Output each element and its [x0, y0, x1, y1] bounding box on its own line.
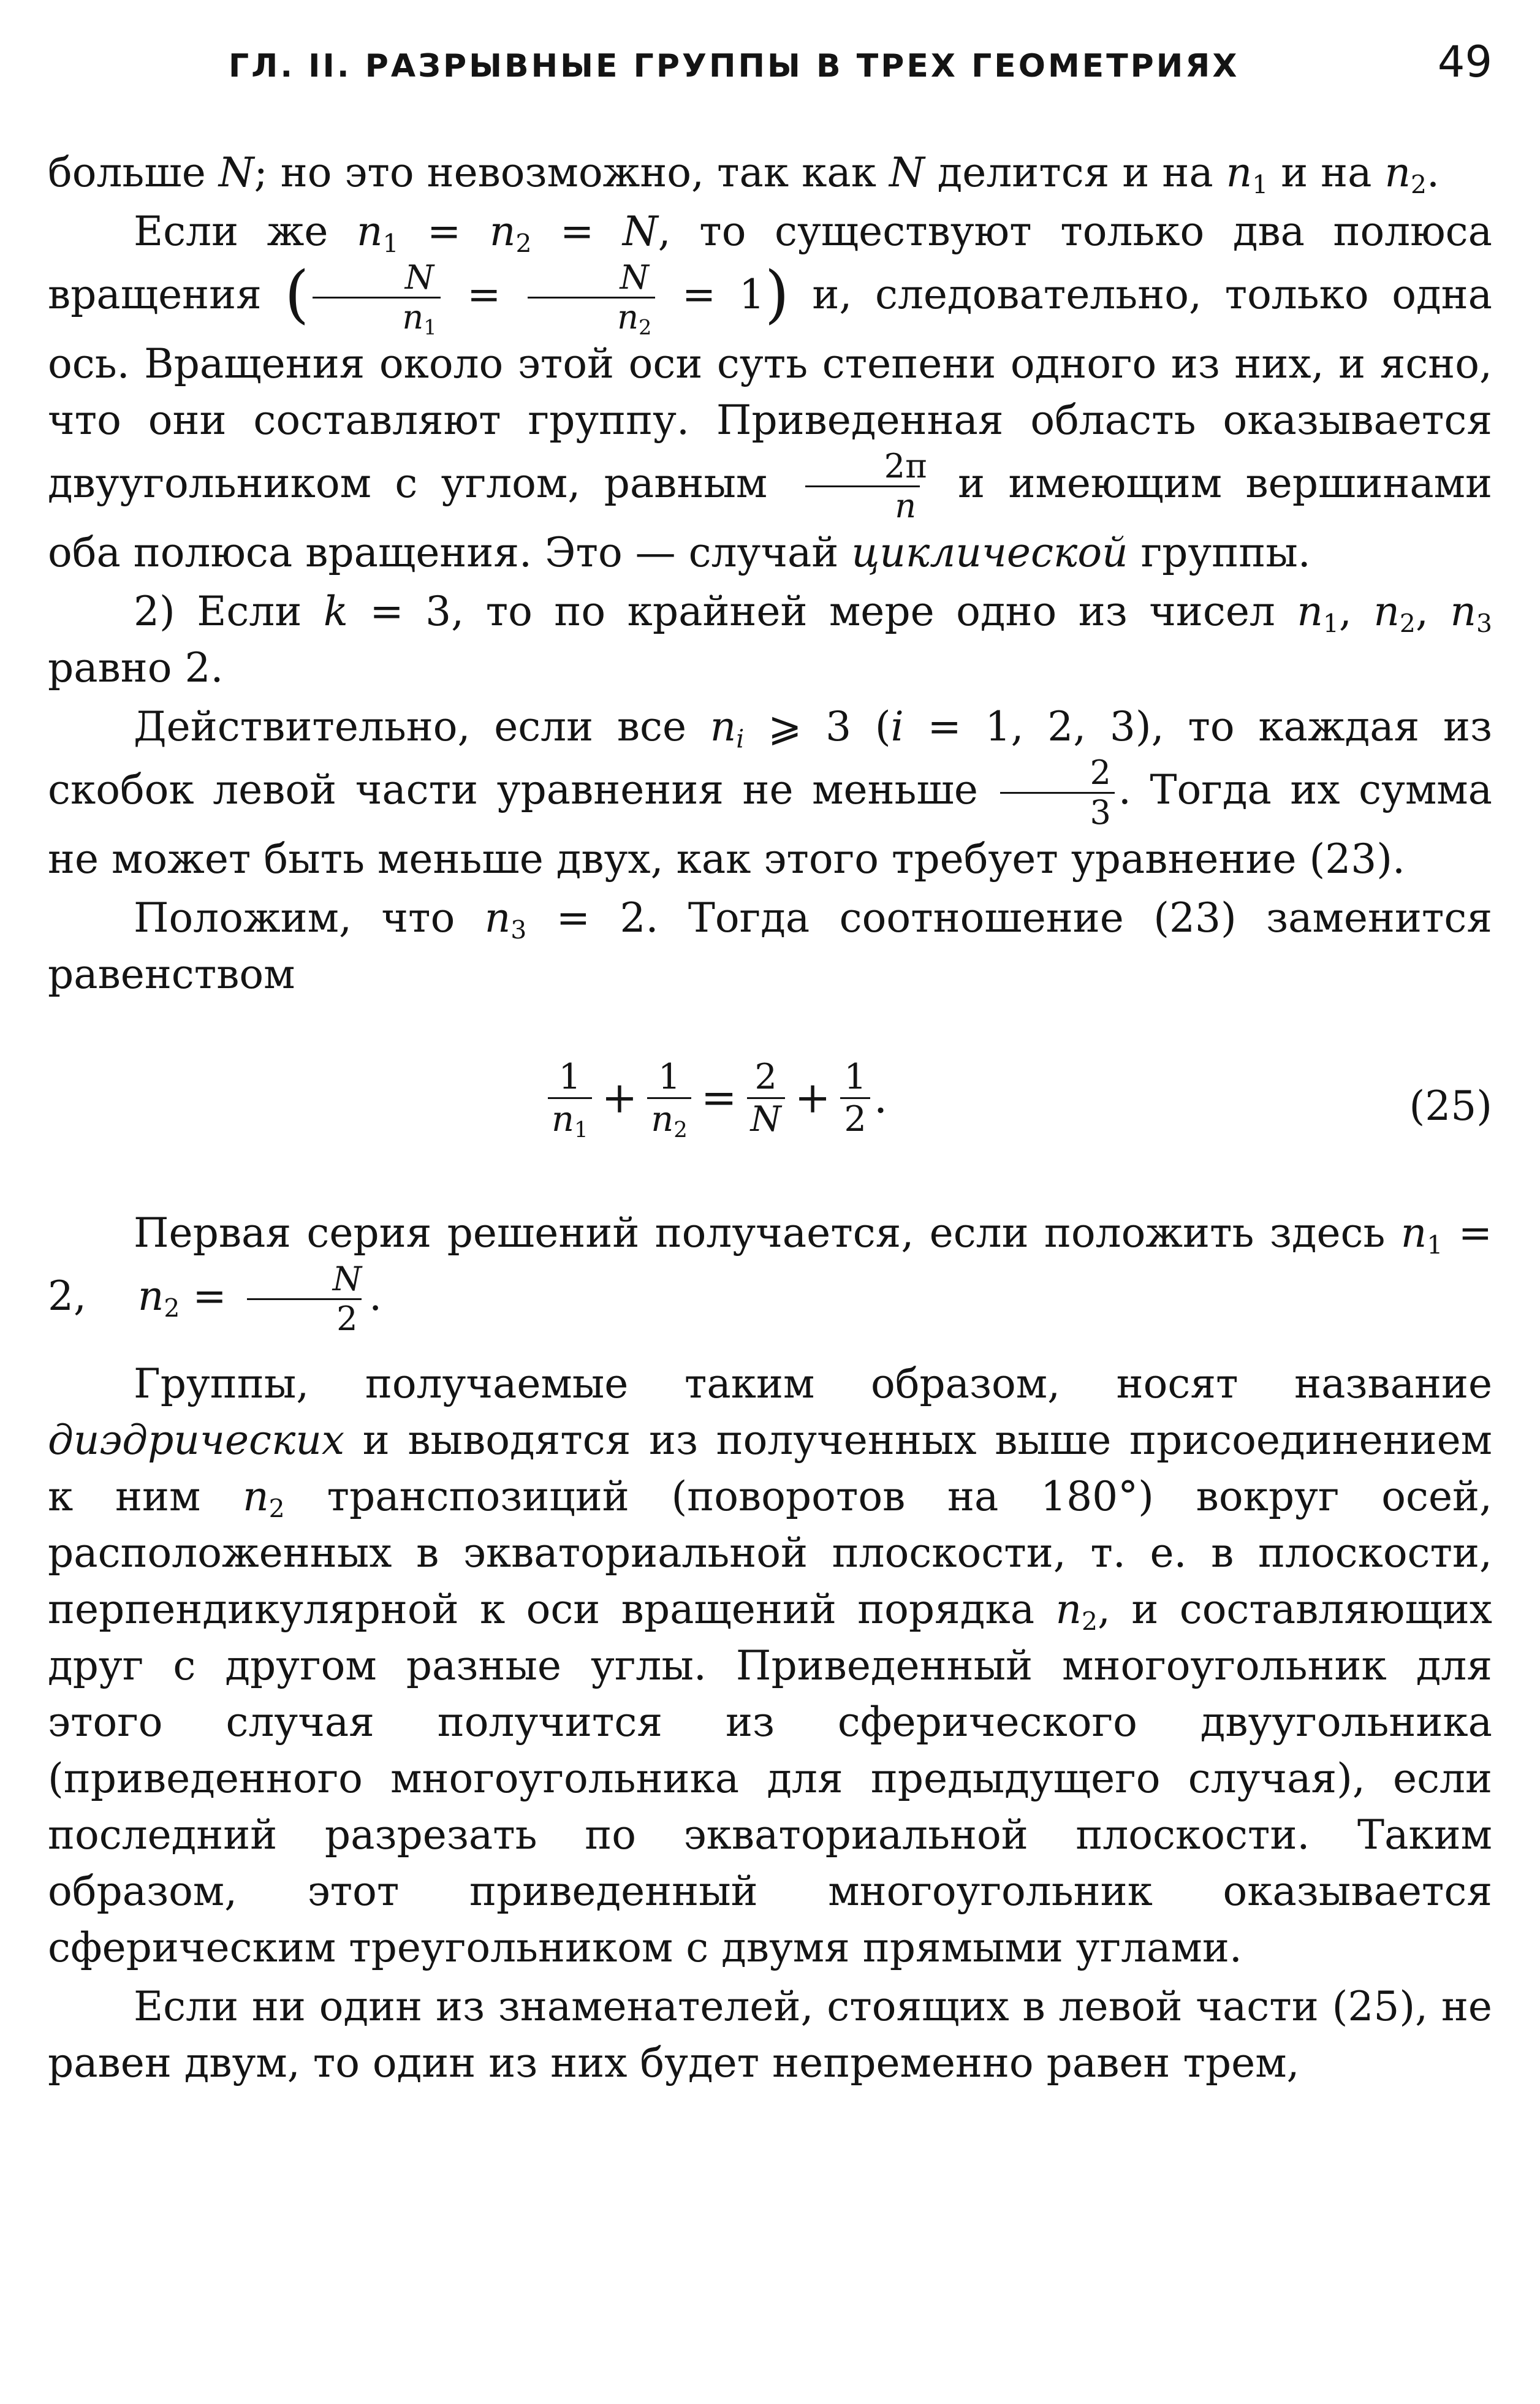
fraction-2-over-3: $\frac{2}{3}$ — [1000, 755, 1114, 831]
paragraph-5: Положим, что $n_3 = 2$. Тогда соотношение (23) заменится равенством — [48, 894, 1492, 998]
fraction-N-over-n2: $\frac{N}{n_2}$ — [528, 260, 655, 336]
fraction-N-over-n1: $\frac{N}{n_1}$ — [313, 260, 440, 336]
running-head: ГЛ. II. РАЗРЫВНЫЕ ГРУППЫ В ТРЕХ ГЕОМЕТРИЯХ — [229, 48, 1240, 85]
equation-25-formula: $\frac{1}{n_1}$ + $\frac{1}{n_2}$ = $\frac{2}{N}$ + $\frac{1}{2}$ . — [544, 1058, 887, 1138]
page-number: 49 — [1437, 37, 1492, 87]
emphasis-dihedral: диэдрических — [48, 1416, 345, 1464]
paragraph-3: 2) Если k = 3, то по крайней мере одно из чисел $n_1$, $n_2$, $n_3$ равно 2. — [48, 587, 1492, 691]
equation-25 — [48, 1027, 1492, 1181]
fraction-N-over-2: $\frac{N}{2}$ — [243, 1261, 365, 1337]
equation-number: (25) — [1409, 1082, 1492, 1130]
page-header — [48, 37, 1492, 104]
paragraph-1: больше N; но это невозможно, так как N делится и на $n_1$ и на $n_2$. — [48, 149, 1440, 200]
paragraph-6: Первая серия решений получается, если положить здесь $n_1 = 2$, $n_2$ = $\frac{N}{2}$ . — [48, 1209, 1493, 1339]
paragraph-2: Если же $n_1 = n_2 = N$, то существуют только два полюса вращения ( $\frac{N}{n_1}$ = $\frac{N}{n_2}$ = 1) и, следовательно, только одна ось. Вращения около этой оси суть степени одного из них, и ясно, что они составляют группу. Приведенная область оказывается двуугольником с углом, равным $\frac{2\pi}{n}$ и имеющим вершинами оба полюса вращения. Это — случай циклической группы. — [48, 208, 1492, 576]
fraction-2pi-over-n: $\frac{2\pi}{n}$ — [795, 449, 931, 525]
paragraph-8: Если ни один из знаменателей, стоящих в левой части (25), не равен двум, то один из них будет непременно равен трем, — [48, 1982, 1492, 2086]
emphasis-cyclic: циклической — [851, 528, 1128, 576]
paragraph-7: Группы, получаемые таким образом, носят название диэдрических и выводятся из полученных выше присоединением к ним $n_2$ транспозиций (поворотов на 180°) вокруг осей, расположенных в экваториальной плоскости, т. е. в плоскости, перпендикулярной к оси вращений порядка $n_2$, и составляющих друг с другом разные углы. Приведенный многоугольник для этого случая получится из сферического двуугольника (приведенного многоугольника для предыдущего случая), если последний разрезать по экваториальной плоскости. Таким образом, этот приведенный многоугольник оказывается сферическим треугольником с двумя прямыми углами. — [48, 1360, 1492, 1971]
paragraph-4: Действительно, если все $n_i$ ⩾ 3 (i = 1, 2, 3), то каждая из скобок левой части уравнения не меньше $\frac{2}{3}$ . Тогда их сумма не может быть меньше двух, как этого требует уравнение (23). — [48, 702, 1492, 883]
